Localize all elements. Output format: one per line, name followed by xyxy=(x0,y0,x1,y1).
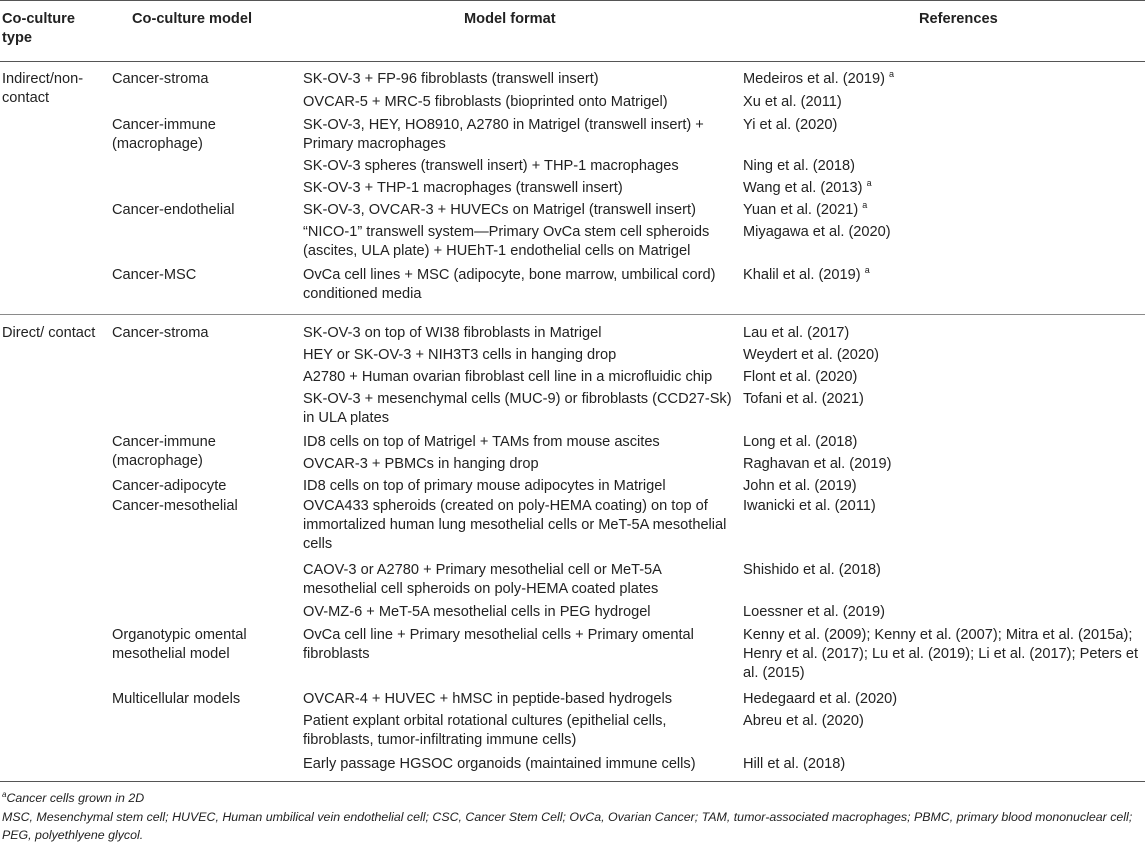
cell-format: SK-OV-3 + FP-96 fibroblasts (transwell insert) xyxy=(303,71,599,87)
cell-format: SK-OV-3 on top of WI38 fibroblasts in Matrigel xyxy=(303,325,602,341)
header-rule xyxy=(0,61,1145,62)
cell-ref: Ning et al. (2018) xyxy=(743,158,855,174)
cell-ref: Kenny et al. (2009); Kenny et al. (2007); Mitra et al. (2015a); Henry et al. (2017); Lu et al. (2019); Li et al. (2017); Peters et al. (2015) xyxy=(743,627,1139,681)
cell-ref xyxy=(743,70,1143,89)
cell-format: SK-OV-3, OVCAR-3 + HUVECs on Matrigel (transwell insert) xyxy=(303,202,696,218)
ref-footnote-mark: a xyxy=(864,265,870,275)
cell-format: OvCa cell lines + MSC (adipocyte, bone marrow, umbilical cord) conditioned media xyxy=(303,267,716,302)
cell-format: Patient explant orbital rotational cultures (epithelial cells, fibroblasts, tumor-infiltrating immune cells) xyxy=(303,713,667,748)
ref-footnote-mark: a xyxy=(862,200,868,210)
ref-text: Medeiros et al. (2019) xyxy=(743,71,885,87)
cell-format: OV-MZ-6 + MeT-5A mesothelial cells in PEG hydrogel xyxy=(303,604,651,620)
cell-format: ID8 cells on top of Matrigel + TAMs from mouse ascites xyxy=(303,434,660,450)
cell-format: SK-OV-3, HEY, HO8910, A2780 in Matrigel (transwell insert) + Primary macrophages xyxy=(303,117,704,152)
cell-ref: Shishido et al. (2018) xyxy=(743,562,881,578)
cell-ref: Abreu et al. (2020) xyxy=(743,713,864,729)
ref-text: Wang et al. (2013) xyxy=(743,180,863,196)
cell-format: ID8 cells on top of primary mouse adipocytes in Matrigel xyxy=(303,478,666,494)
header-references: References xyxy=(919,11,998,27)
header-format: Model format xyxy=(464,11,556,27)
footnote-mark: a xyxy=(2,790,7,799)
footnote-a xyxy=(2,789,1142,807)
top-rule xyxy=(0,0,1145,1)
cell-ref: Xu et al. (2011) xyxy=(743,94,842,110)
cell-ref: Lau et al. (2017) xyxy=(743,325,850,341)
cell-ref: Long et al. (2018) xyxy=(743,434,858,450)
cell-ref: Tofani et al. (2021) xyxy=(743,391,864,407)
cell-ref: Flont et al. (2020) xyxy=(743,369,858,385)
cell-model: Cancer-stroma xyxy=(112,71,209,87)
cell-format: SK-OV-3 spheres (transwell insert) + THP-1 macrophages xyxy=(303,158,679,174)
cell-ref: John et al. (2019) xyxy=(743,478,857,494)
cell-format: CAOV-3 or A2780 + Primary mesothelial cell or MeT-5A mesothelial cell spheroids on poly-HEMA coated plates xyxy=(303,562,662,597)
cell-format: A2780 + Human ovarian fibroblast cell line in a microfluidic chip xyxy=(303,369,713,385)
cell-model: Cancer-mesothelial xyxy=(112,498,238,514)
ref-footnote-mark: a xyxy=(866,178,872,188)
bottom-rule xyxy=(0,781,1145,782)
footnote-abbreviations: MSC, Mesenchymal stem cell; HUVEC, Human umbilical vein endothelial cell; CSC, Cancer Stem Cell; OvCa, Ovarian Cancer; TAM, tumor-associated macrophages; PBMC, primary blood mononuclear cell; PEG, polyethlyene glycol. xyxy=(2,810,1133,842)
header-model: Co-culture model xyxy=(132,11,252,27)
cell-ref: Hill et al. (2018) xyxy=(743,756,846,772)
cell-model: Cancer-stroma xyxy=(112,325,209,341)
cell-ref xyxy=(743,179,1143,198)
cell-format: OVCAR-4 + HUVEC + hMSC in peptide-based hydrogels xyxy=(303,691,673,707)
cell-format: SK-OV-3 + mesenchymal cells (MUC-9) or fibroblasts (CCD27-Sk) in ULA plates xyxy=(303,391,732,426)
cell-model: Multicellular models xyxy=(112,691,241,707)
cell-model: Cancer-adipocyte xyxy=(112,478,227,494)
cell-ref: Weydert et al. (2020) xyxy=(743,347,880,363)
cell-model: Cancer-endothelial xyxy=(112,202,235,218)
ref-text: Khalil et al. (2019) xyxy=(743,267,861,283)
cell-format: OVCAR-5 + MRC-5 fibroblasts (bioprinted onto Matrigel) xyxy=(303,94,668,110)
cell-format: OVCAR-3 + PBMCs in hanging drop xyxy=(303,456,539,472)
ref-footnote-mark: a xyxy=(889,69,895,79)
cell-ref: Loessner et al. (2019) xyxy=(743,604,885,620)
section-divider xyxy=(0,314,1145,315)
ref-text: Yuan et al. (2021) xyxy=(743,202,859,218)
cell-type: Direct/ contact xyxy=(2,325,96,341)
cell-ref: Iwanicki et al. (2011) xyxy=(743,498,876,514)
cell-format: SK-OV-3 + THP-1 macrophages (transwell insert) xyxy=(303,180,623,196)
footnote-a-text: Cancer cells grown in 2D xyxy=(6,791,145,805)
cell-ref: Raghavan et al. (2019) xyxy=(743,456,892,472)
cell-type: Indirect/non-contact xyxy=(2,71,84,106)
cell-ref xyxy=(743,201,1143,220)
cell-model: Cancer-immune (macrophage) xyxy=(112,117,216,152)
cell-ref: Hedegaard et al. (2020) xyxy=(743,691,898,707)
cell-ref xyxy=(743,266,1143,285)
cell-ref: Yi et al. (2020) xyxy=(743,117,838,133)
cell-model: Cancer-MSC xyxy=(112,267,197,283)
cell-model: Cancer-immune (macrophage) xyxy=(112,434,216,469)
cell-format: OVCA433 spheroids (created on poly-HEMA coating) on top of immortalized human lung mesothelial cells or MeT-5A mesothelial cells xyxy=(303,498,727,552)
cell-format: HEY or SK-OV-3 + NIH3T3 cells in hanging drop xyxy=(303,347,617,363)
header-type: Co-culture type xyxy=(2,11,75,46)
cell-ref: Miyagawa et al. (2020) xyxy=(743,224,891,240)
cell-format: “NICO-1” transwell system—Primary OvCa stem cell spheroids (ascites, ULA plate) + HUEhT-1 endothelial cells on Matrigel xyxy=(303,224,710,259)
cell-format: OvCa cell line + Primary mesothelial cells + Primary omental fibroblasts xyxy=(303,627,694,662)
cell-model: Organotypic omental mesothelial model xyxy=(112,627,247,662)
cell-format: Early passage HGSOC organoids (maintained immune cells) xyxy=(303,756,696,772)
